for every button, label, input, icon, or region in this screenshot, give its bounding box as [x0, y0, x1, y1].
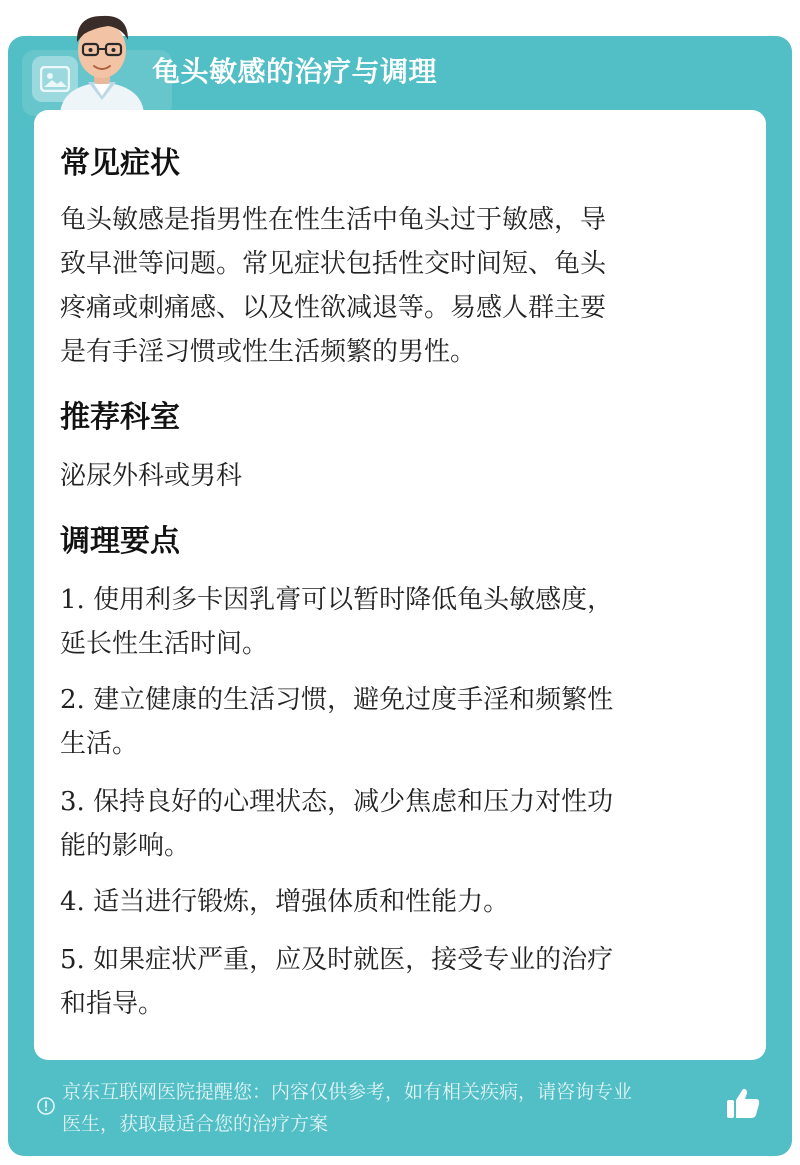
section-title-department: 推荐科室	[60, 400, 180, 435]
doctor-avatar	[52, 4, 152, 114]
page-title: 龟头敏感的治疗与调理	[152, 55, 438, 88]
item-text: 能的影响。	[60, 831, 191, 861]
content-panel	[34, 110, 766, 1060]
text-line: 龟头敏感是指男性在性生活中龟头过于敏感，导	[60, 205, 607, 235]
disclaimer	[62, 1076, 728, 1140]
text-line: 疼痛或刺痛感、以及性欲减退等。易感人群主要	[60, 293, 607, 323]
item-text: 使用利多卡因乳膏可以暂时降低龟头敏感度，	[93, 585, 614, 615]
list-item	[60, 678, 732, 766]
item-text: 保持良好的心理状态，减少焦虑和压力对性功	[93, 787, 614, 817]
list-item	[60, 578, 732, 666]
text-line: 致早泄等问题。常见症状包括性交时间短、龟头	[60, 249, 607, 279]
item-number: 1.	[60, 585, 85, 615]
item-text: 延长性生活时间。	[60, 629, 269, 659]
item-number: 4.	[60, 887, 85, 917]
text-line: 是有手淫习惯或性生活频繁的男性。	[60, 337, 477, 367]
item-text: 适当进行锻炼，增强体质和性能力。	[93, 887, 510, 917]
list-item	[60, 938, 732, 1026]
info-icon	[36, 1096, 56, 1116]
item-number: 5.	[60, 945, 85, 975]
section-title-symptoms: 常见症状	[60, 146, 180, 181]
item-number: 2.	[60, 685, 85, 715]
list-item	[60, 780, 732, 868]
list-item	[60, 880, 732, 924]
item-text: 和指导。	[60, 989, 165, 1019]
item-text: 如果症状严重，应及时就医，接受专业的治疗	[93, 945, 614, 975]
symptoms-text	[60, 198, 732, 374]
thumbs-up-icon[interactable]	[724, 1084, 762, 1122]
disclaimer-line: 京东互联网医院提醒您：内容仅供参考，如有相关疾病，请咨询专业	[62, 1081, 633, 1103]
item-number: 3.	[60, 787, 85, 817]
item-text: 生活。	[60, 729, 139, 759]
section-title-care: 调理要点	[60, 524, 180, 559]
disclaimer-line: 医生，获取最适合您的治疗方案	[62, 1113, 329, 1135]
item-text: 建立健康的生活习惯，避免过度手淫和频繁性	[93, 685, 614, 715]
department-text: 泌尿外科或男科	[60, 461, 243, 491]
